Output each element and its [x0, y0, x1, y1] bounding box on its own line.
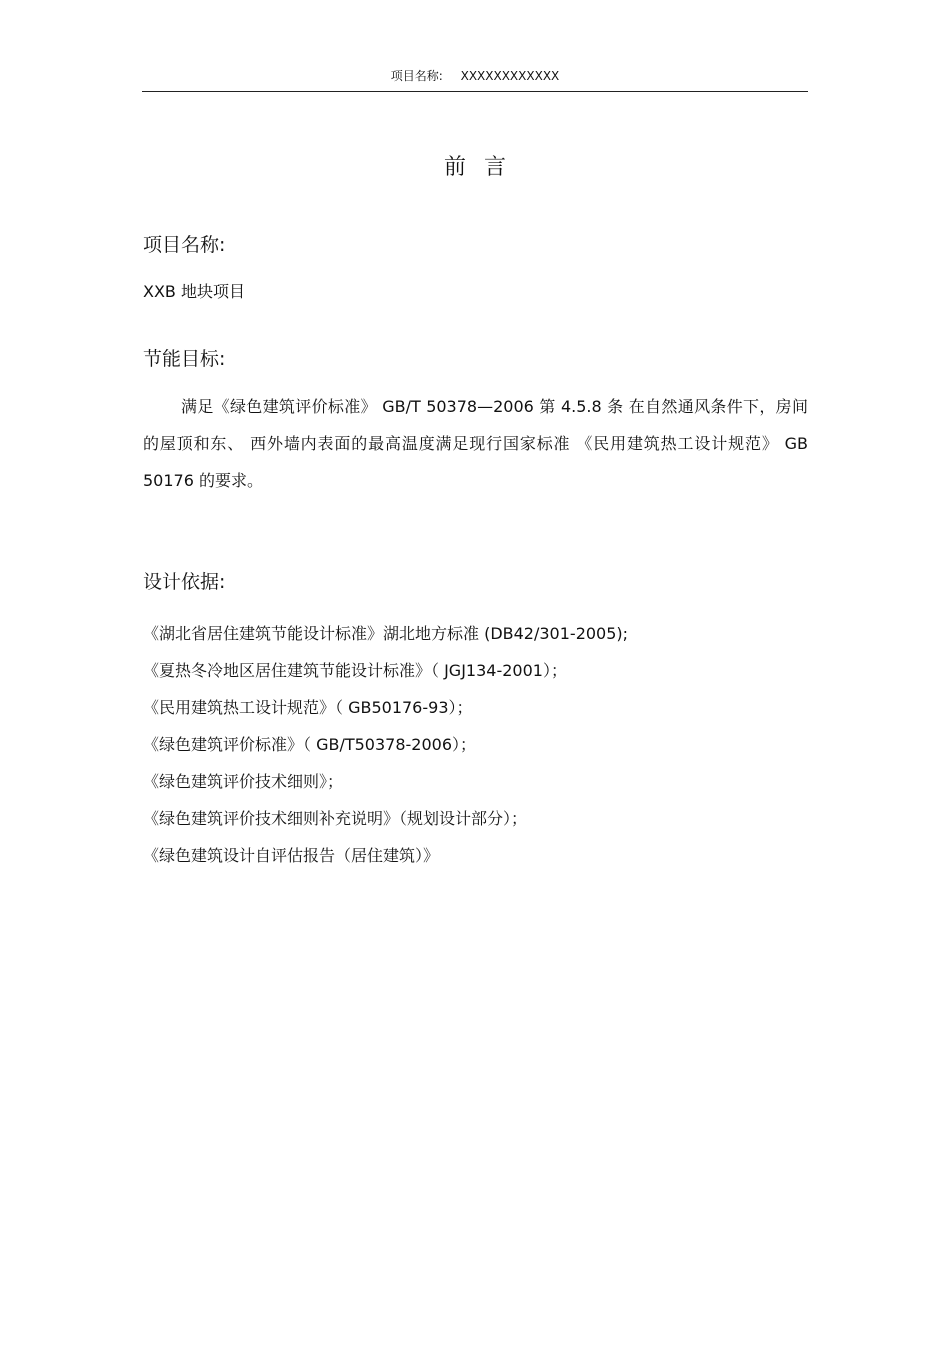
document-title: 前言 [443, 155, 524, 180]
list-item: 《绿色建筑评价标准》（ GB/T50378-2006）； [143, 735, 477, 754]
design-basis-heading: 设计依据: [143, 571, 226, 593]
project-name-text: XXB 地块项目 [143, 282, 245, 301]
list-item: 《湖北省居住建筑节能设计标准》湖北地方标准 (DB42/301-2005); [143, 624, 629, 643]
header-label: 项目名称: [390, 69, 443, 83]
design-basis-list [143, 615, 808, 874]
list-item: 《夏热冬冷地区居住建筑节能设计标准》（ JGJ134-2001）； [143, 661, 567, 680]
list-item: 《绿色建筑评价技术细则》； [143, 772, 344, 791]
energy-target-paragraph: 满足《绿色建筑评价标准》 GB/T 50378—2006 第 4.5.8 条 在自然通风条件下，房间的屋顶和东、 西外墙内表面的最高温度满足现行国家标准 《民用建筑热工设计规范》 GB 50176 的要求。 [143, 397, 808, 490]
list-item: 《民用建筑热工设计规范》（ GB50176-93）； [143, 698, 473, 717]
header-project-value: XXXXXXXXXXXX [460, 69, 560, 83]
list-item: 《绿色建筑评价技术细则补充说明》（规划设计部分）； [143, 809, 528, 828]
list-item: 《绿色建筑设计自评估报告（居住建筑）》 [143, 846, 440, 865]
page-header [142, 66, 808, 86]
header-divider [142, 91, 808, 92]
project-name-heading: 项目名称: [143, 234, 226, 256]
energy-target-heading: 节能目标: [143, 348, 226, 370]
